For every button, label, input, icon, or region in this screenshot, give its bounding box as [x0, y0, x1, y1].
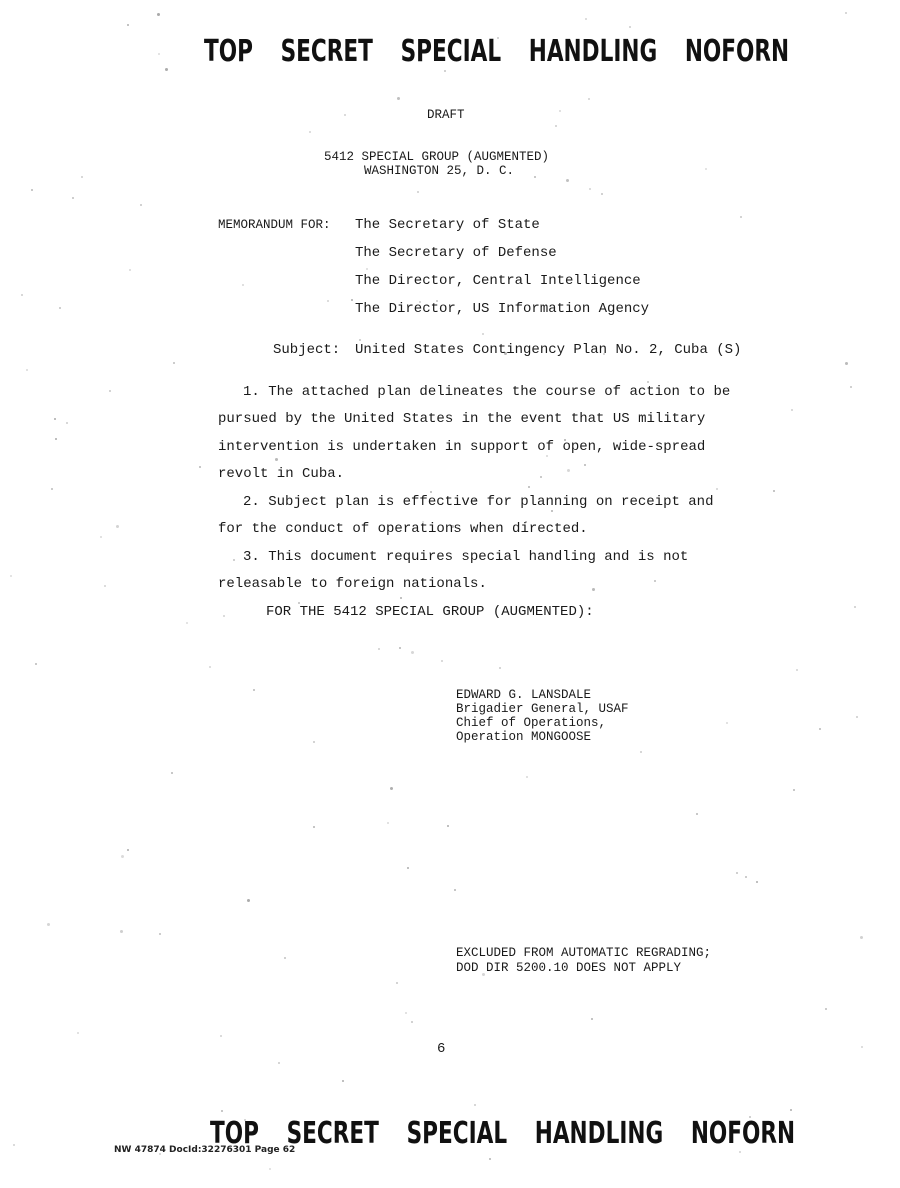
body-line-4: revolt in Cuba.: [218, 466, 345, 482]
speckle-dot: [489, 1158, 491, 1160]
signature-name: EDWARD G. LANSDALE: [456, 688, 592, 702]
body-line-2: pursued by the United States in the event that US military: [218, 411, 706, 427]
speckle-dot: [66, 422, 68, 424]
speckle-dot: [430, 491, 432, 493]
speckle-dot: [592, 588, 595, 591]
signature-title: Chief of Operations,: [456, 716, 607, 730]
speckle-dot: [253, 689, 255, 691]
speckle-dot: [199, 466, 201, 468]
speckle-dot: [109, 390, 111, 392]
org-line: 5412 SPECIAL GROUP (AUGMENTED): [324, 150, 550, 164]
speckle-dot: [850, 386, 852, 388]
body-line-5: 2. Subject plan is effective for planning on receipt and: [243, 494, 714, 510]
speckle-dot: [10, 575, 12, 577]
speckle-dot: [447, 825, 449, 827]
speckle-dot: [21, 294, 23, 296]
body-line-7: 3. This document requires special handling and is not: [243, 549, 689, 565]
body-line-1: 1. The attached plan delineates the course of action to be: [243, 384, 731, 400]
speckle-dot: [309, 131, 311, 133]
speckle-dot: [116, 525, 119, 528]
speckle-dot: [790, 1109, 792, 1111]
regrading-line-2: DOD DIR 5200.10 DOES NOT APPLY: [456, 961, 682, 975]
speckle-dot: [444, 70, 446, 72]
speckle-dot: [584, 464, 586, 466]
recipient-3: The Director, Central Intelligence: [355, 273, 641, 289]
speckle-dot: [417, 191, 419, 193]
speckle-dot: [13, 1144, 15, 1146]
draft-label: DRAFT: [427, 108, 465, 122]
speckle-dot: [247, 899, 250, 902]
speckle-dot: [819, 728, 821, 730]
speckle-dot: [366, 268, 368, 270]
speckle-dot: [157, 13, 160, 16]
speckle-dot: [351, 299, 353, 301]
regrading-line-1: EXCLUDED FROM AUTOMATIC REGRADING;: [456, 946, 712, 960]
speckle-dot: [540, 476, 542, 478]
speckle-dot: [127, 24, 129, 26]
speckle-dot: [589, 188, 591, 190]
speckle-dot: [26, 369, 28, 371]
speckle-dot: [756, 881, 758, 883]
speckle-dot: [405, 1012, 407, 1014]
speckle-dot: [269, 1168, 271, 1170]
speckle-dot: [120, 930, 123, 933]
body-line-6: for the conduct of operations when directed.: [218, 521, 588, 537]
signature-operation: Operation MONGOOSE: [456, 730, 592, 744]
speckle-dot: [546, 455, 548, 457]
speckle-dot: [342, 1080, 344, 1082]
speckle-dot: [242, 284, 244, 286]
speckle-dot: [796, 669, 798, 671]
speckle-dot: [121, 855, 124, 858]
speckle-dot: [740, 216, 742, 218]
speckle-dot: [81, 176, 83, 178]
speckle-dot: [716, 488, 718, 490]
speckle-dot: [567, 469, 570, 472]
page-number: 6: [437, 1041, 446, 1057]
speckle-dot: [856, 716, 858, 718]
subject-text: United States Contingency Plan No. 2, Cuba (S): [355, 342, 742, 358]
speckle-dot: [313, 826, 315, 828]
speckle-dot: [654, 580, 656, 582]
speckle-dot: [441, 660, 443, 662]
memorandum-for-label: MEMORANDUM FOR:: [218, 218, 331, 232]
speckle-dot: [140, 204, 142, 206]
speckle-dot: [223, 615, 225, 617]
speckle-dot: [696, 813, 698, 815]
speckle-dot: [35, 663, 37, 665]
speckle-dot: [55, 438, 57, 440]
speckle-dot: [390, 787, 393, 790]
speckle-dot: [284, 957, 286, 959]
speckle-dot: [845, 12, 847, 14]
speckle-dot: [127, 849, 129, 851]
speckle-dot: [378, 648, 380, 650]
speckle-dot: [860, 936, 863, 939]
body-line-9: FOR THE 5412 SPECIAL GROUP (AUGMENTED):: [266, 604, 594, 620]
speckle-dot: [51, 488, 53, 490]
speckle-dot: [344, 114, 346, 116]
speckle-dot: [327, 300, 329, 302]
speckle-dot: [129, 269, 131, 271]
speckle-dot: [278, 1062, 280, 1064]
speckle-dot: [59, 307, 61, 309]
speckle-dot: [313, 741, 315, 743]
speckle-dot: [499, 667, 501, 669]
speckle-dot: [359, 339, 361, 341]
speckle-dot: [528, 486, 530, 488]
speckle-dot: [482, 333, 484, 335]
speckle-dot: [399, 647, 401, 649]
speckle-dot: [400, 597, 402, 599]
speckle-dot: [159, 933, 161, 935]
speckle-dot: [396, 982, 398, 984]
speckle-dot: [407, 867, 409, 869]
speckle-dot: [233, 559, 235, 561]
speckle-dot: [629, 26, 631, 28]
speckle-dot: [739, 1151, 741, 1153]
speckle-dot: [173, 362, 175, 364]
speckle-dot: [591, 1018, 593, 1020]
speckle-dot: [551, 510, 553, 512]
speckle-dot: [861, 1046, 863, 1048]
speckle-dot: [72, 197, 74, 199]
speckle-dot: [47, 923, 50, 926]
speckle-dot: [165, 68, 168, 71]
speckle-dot: [601, 193, 603, 195]
speckle-dot: [220, 1035, 222, 1037]
archive-doc-id: NW 47874 DocId:32276301 Page 62: [114, 1145, 296, 1155]
speckle-dot: [100, 536, 102, 538]
speckle-dot: [171, 772, 173, 774]
speckle-dot: [825, 1008, 827, 1010]
speckle-dot: [559, 110, 561, 112]
speckle-dot: [54, 418, 56, 420]
speckle-dot: [186, 622, 188, 624]
speckle-dot: [387, 822, 389, 824]
speckle-dot: [793, 789, 795, 791]
speckle-dot: [454, 889, 456, 891]
speckle-dot: [791, 409, 793, 411]
speckle-dot: [726, 722, 728, 724]
location-line: WASHINGTON 25, D. C.: [364, 164, 515, 178]
speckle-dot: [705, 168, 707, 170]
classification-banner-bottom: TOP SECRET SPECIAL HANDLING NOFORN: [210, 1116, 796, 1151]
speckle-dot: [31, 189, 33, 191]
classification-banner-top: TOP SECRET SPECIAL HANDLING NOFORN: [204, 34, 790, 69]
speckle-dot: [773, 490, 775, 492]
recipient-1: The Secretary of State: [355, 217, 540, 233]
speckle-dot: [534, 176, 536, 178]
speckle-dot: [104, 585, 106, 587]
speckle-dot: [77, 1032, 79, 1034]
speckle-dot: [221, 1110, 223, 1112]
speckle-dot: [397, 97, 400, 100]
speckle-dot: [555, 125, 557, 127]
speckle-dot: [647, 381, 649, 383]
speckle-dot: [526, 776, 528, 778]
speckle-dot: [640, 751, 642, 753]
recipient-4: The Director, US Information Agency: [355, 301, 650, 317]
speckle-dot: [566, 179, 569, 182]
recipient-2: The Secretary of Defense: [355, 245, 557, 261]
speckle-dot: [411, 651, 414, 654]
speckle-dot: [588, 98, 590, 100]
speckle-dot: [845, 362, 848, 365]
speckle-dot: [411, 1021, 413, 1023]
body-line-8: releasable to foreign nationals.: [218, 576, 487, 592]
speckle-dot: [158, 53, 160, 55]
body-line-3: intervention is undertaken in support of open, wide-spread: [218, 439, 706, 455]
speckle-dot: [474, 1104, 476, 1106]
speckle-dot: [736, 872, 738, 874]
speckle-dot: [585, 18, 587, 20]
speckle-dot: [854, 606, 856, 608]
speckle-dot: [275, 458, 278, 461]
speckle-dot: [745, 876, 747, 878]
speckle-dot: [209, 666, 211, 668]
signature-rank: Brigadier General, USAF: [456, 702, 629, 716]
subject-label: Subject:: [273, 342, 341, 358]
